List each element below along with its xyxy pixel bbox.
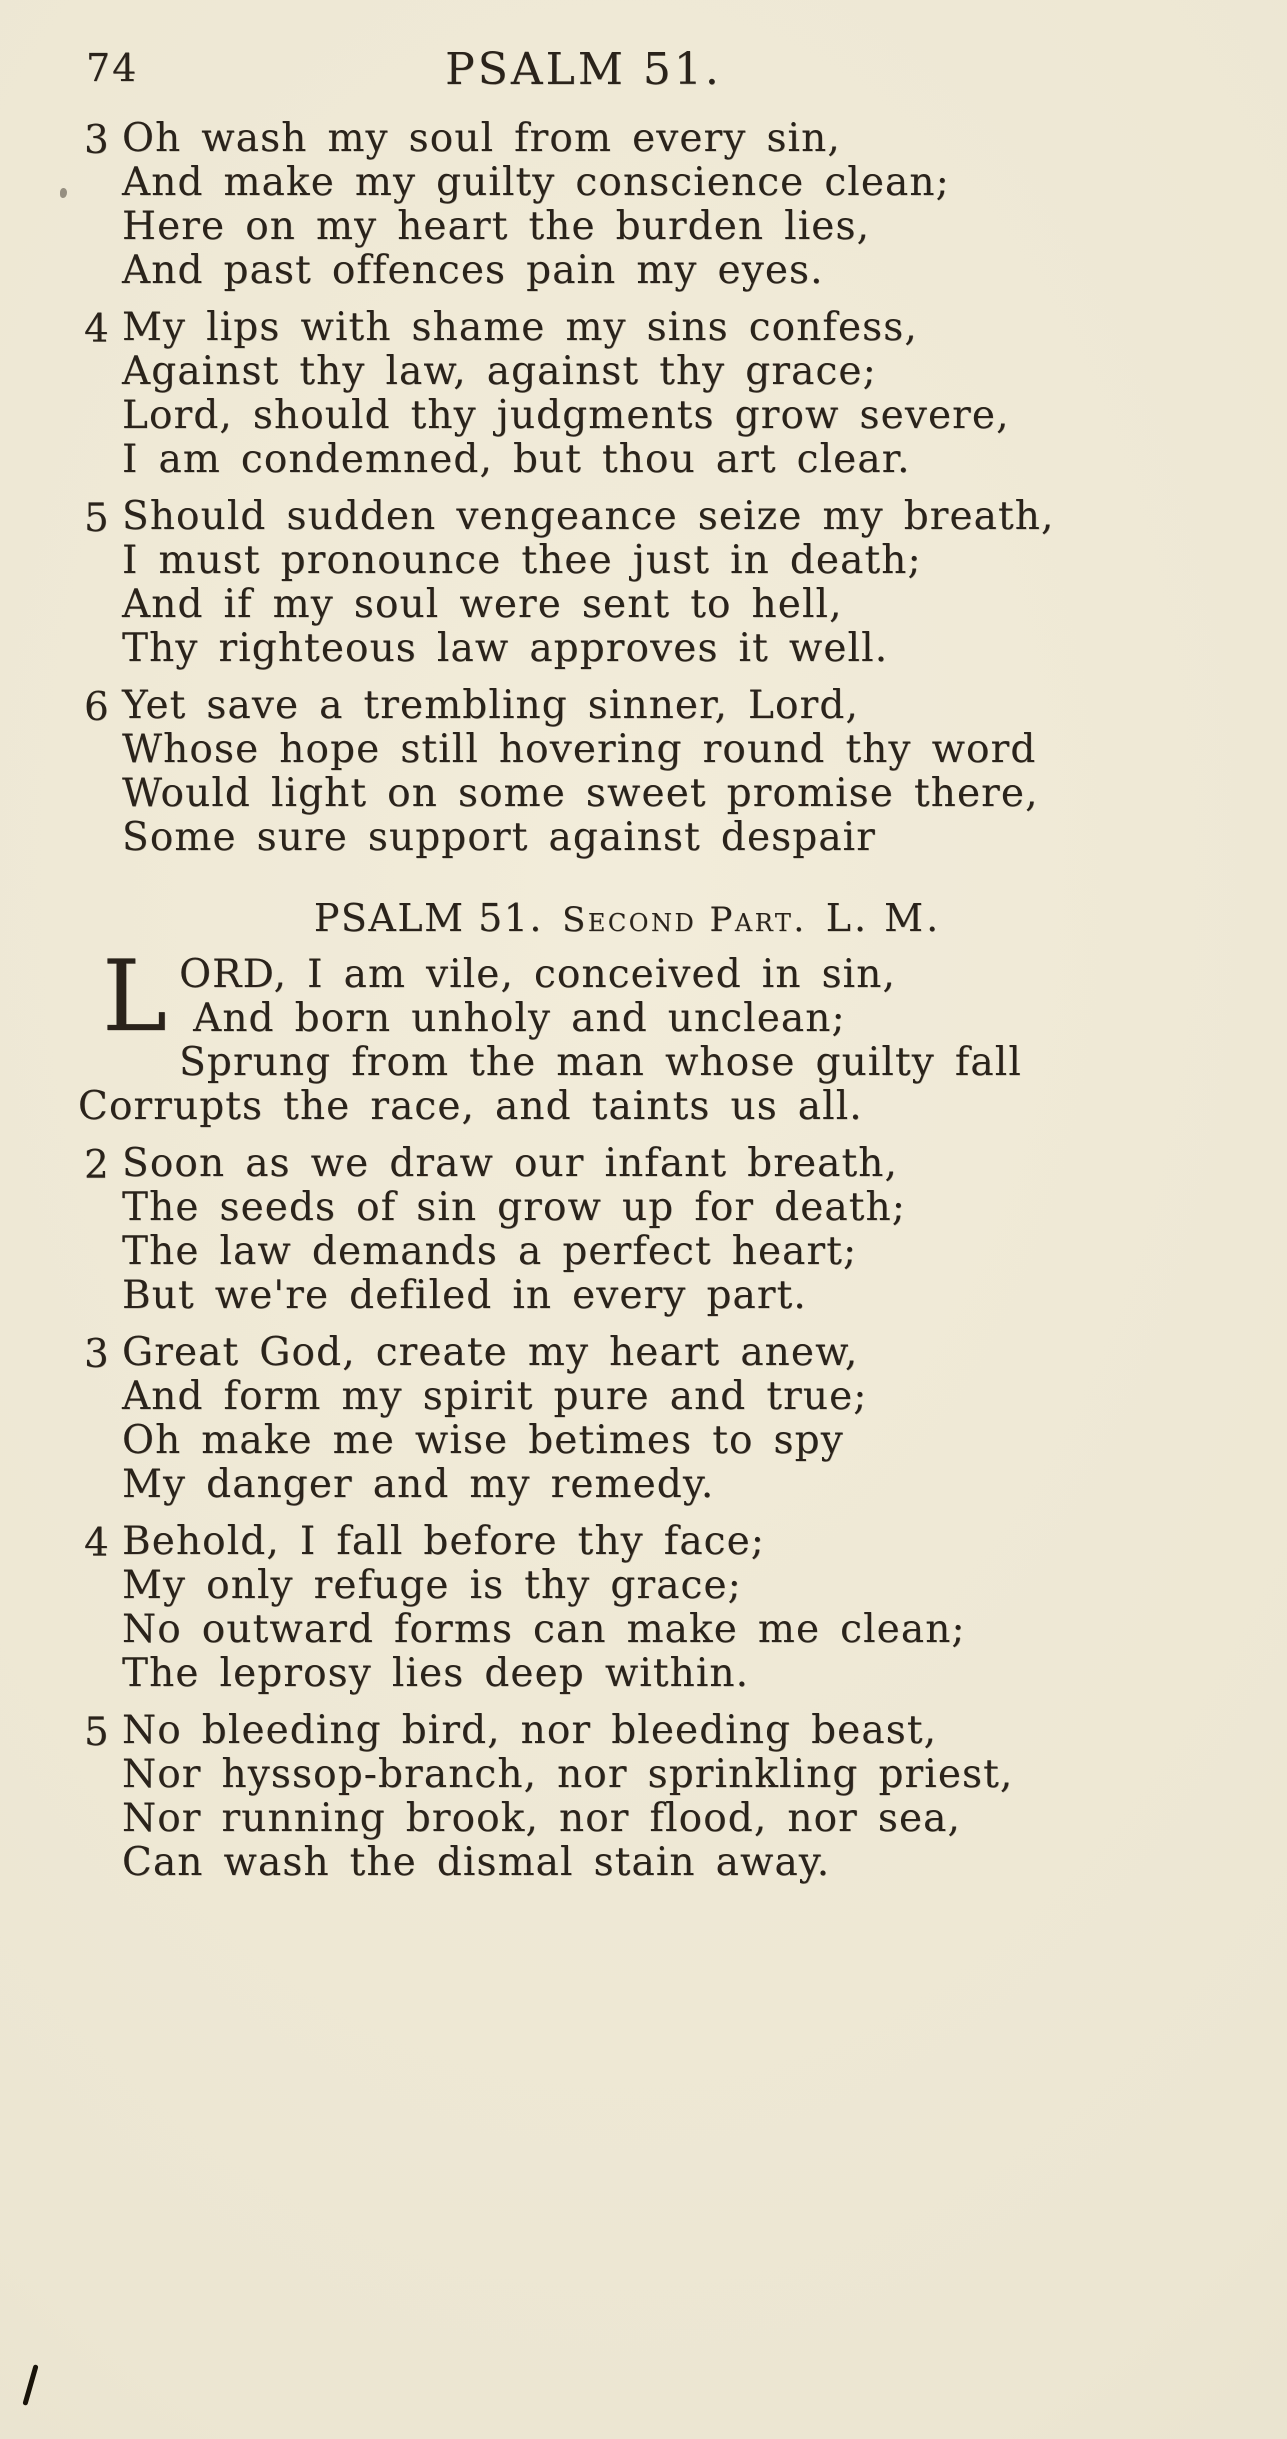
verse: [0, 1520, 1287, 1696]
verse-number: 4: [84, 307, 109, 352]
verse-line: Lord, should thy judgments grow severe,: [122, 393, 1010, 438]
verse-line: My danger and my remedy.: [122, 1462, 715, 1507]
verse-line: Would light on some sweet promise there,: [122, 771, 1039, 816]
verse-line: Here on my heart the burden lies,: [122, 204, 871, 249]
verse-line: Oh wash my soul from every sin,: [122, 116, 841, 161]
verse-line: Soon as we draw our infant breath,: [122, 1141, 898, 1186]
verse-line: The leprosy lies deep within.: [122, 1651, 750, 1696]
verse-line: The law demands a perfect heart;: [122, 1229, 858, 1274]
verse-line: And make my guilty conscience clean;: [122, 160, 950, 205]
verse-line: And if my soul were sent to hell,: [122, 582, 843, 627]
verse-number: 5: [84, 1710, 109, 1755]
verse-number: 6: [84, 685, 109, 730]
verse-line: The seeds of sin grow up for death;: [122, 1185, 907, 1230]
verse-line: I must pronounce thee just in death;: [122, 538, 922, 583]
verse: [0, 306, 1287, 482]
verse-line: No bleeding bird, nor bleeding beast,: [122, 1708, 938, 1753]
verse-line: Great God, create my heart anew,: [122, 1330, 859, 1375]
page-number: 74: [86, 46, 139, 90]
verse-line: Yet save a trembling sinner, Lord,: [122, 683, 859, 728]
section-heading: [0, 896, 1271, 940]
verse-line: And born unholy and unclean;: [193, 996, 846, 1041]
section-part-label: Second Part.: [562, 900, 807, 940]
drop-cap: L: [102, 940, 168, 1054]
page-header: [0, 0, 1287, 100]
verse-line: No outward forms can make me clean;: [122, 1607, 966, 1652]
verse-line: I am condemned, but thou art clear.: [122, 437, 911, 482]
verse: [0, 117, 1287, 293]
verse-number: 3: [84, 1332, 109, 1377]
verse-line: Behold, I fall before thy face;: [122, 1519, 766, 1564]
verse: [0, 1142, 1287, 1318]
page-title: PSALM 51.: [445, 44, 722, 95]
verse-line: Nor running brook, nor flood, nor sea,: [122, 1796, 962, 1841]
verse: [0, 684, 1287, 860]
verse-line: Whose hope still hovering round thy word: [122, 727, 1037, 772]
verse: [0, 1709, 1287, 1885]
verse-number: 4: [84, 1521, 109, 1566]
verse-line: Corrupts the race, and taints us all.: [78, 1084, 863, 1129]
hymn-text-column: [0, 100, 1287, 1885]
verse: [0, 940, 1287, 1129]
verse-line: Some sure support against despair: [122, 815, 876, 860]
verse-number: 3: [84, 118, 109, 163]
verse-line: My lips with shame my sins confess,: [122, 305, 918, 350]
section-psalm-title: PSALM 51.: [313, 896, 544, 940]
verse: [0, 1331, 1287, 1507]
verse-line: Sprung from the man whose guilty fall: [179, 1040, 1022, 1085]
verse-number: 5: [84, 496, 109, 541]
section-meter-label: L. M.: [825, 896, 942, 940]
verse-line: And past offences pain my eyes.: [122, 248, 824, 293]
verse-line: My only refuge is thy grace;: [122, 1563, 742, 1608]
verse-line: Should sudden vengeance seize my breath,: [122, 494, 1055, 539]
verse-line: Oh make me wise betimes to spy: [122, 1418, 844, 1463]
scan-artifact-mark: [22, 2364, 38, 2406]
verse-line: Against thy law, against thy grace;: [122, 349, 877, 394]
verse-number: 2: [84, 1143, 109, 1188]
verse-line: ORD, I am vile, conceived in sin,: [179, 952, 896, 997]
verse-line: Thy righteous law approves it well.: [122, 626, 889, 671]
verse-line: Nor hyssop-branch, nor sprinkling priest,: [122, 1752, 1014, 1797]
verse-line: Can wash the dismal stain away.: [122, 1840, 831, 1885]
verse: [0, 495, 1287, 671]
verse-line: And form my spirit pure and true;: [122, 1374, 868, 1419]
verse-line: But we're defiled in every part.: [122, 1273, 807, 1318]
